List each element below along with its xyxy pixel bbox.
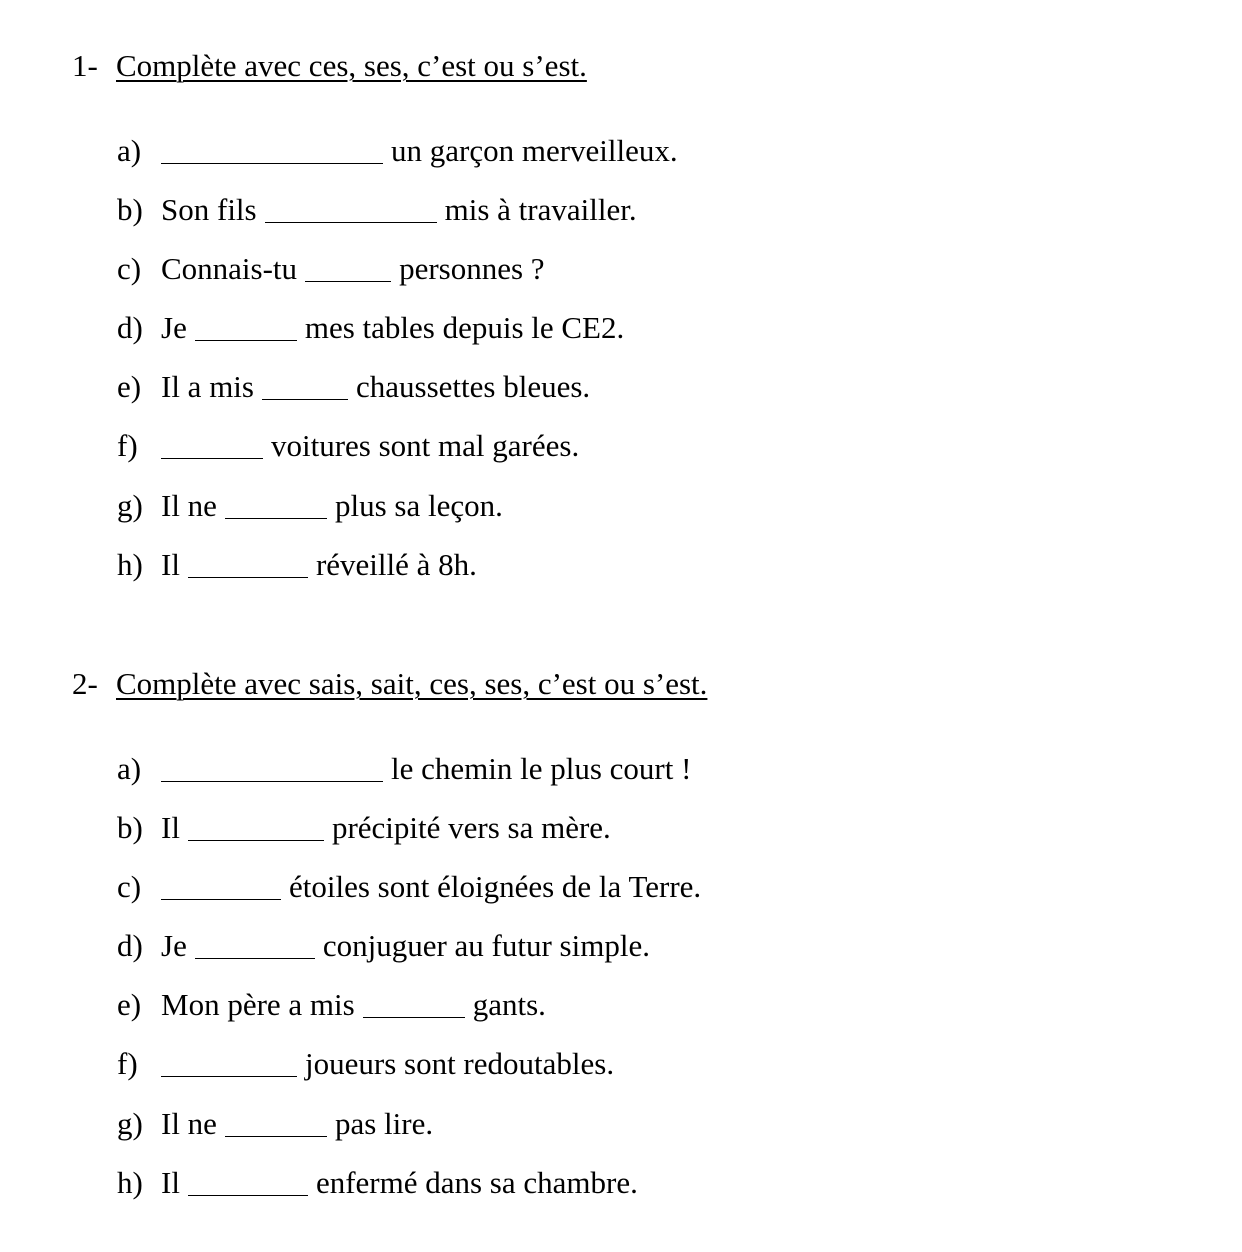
exercise-item [117,1104,433,1144]
answer-blank[interactable] [161,897,281,900]
item-letter: d) [117,310,143,345]
exercise-number: 2- [72,666,98,701]
item-text-after: étoiles sont éloignées de la Terre. [289,869,702,904]
item-text-after: personnes ? [399,251,545,286]
item-letter: e) [117,987,142,1022]
item-text-after: précipité vers sa mère. [331,810,611,845]
answer-blank[interactable] [161,1074,297,1077]
item-text-after: joueurs sont redoutables. [305,1046,615,1081]
answer-blank[interactable] [265,220,437,223]
item-letter: a) [117,751,142,786]
item-text-before: Il [161,547,180,582]
answer-blank[interactable] [195,956,315,959]
item-letter: e) [117,369,142,404]
item-text-after: gants. [472,987,546,1022]
exercise-item [117,545,477,585]
answer-blank[interactable] [262,397,348,400]
item-letter: h) [117,1165,143,1200]
exercise-item [117,867,701,907]
item-text-before: Connais-tu [161,251,298,286]
item-text-before: Il ne [161,488,217,523]
item-text-after: enfermé dans sa chambre. [315,1165,638,1200]
item-text-after: pas lire. [334,1106,434,1141]
item-text-after: le chemin le plus court ! [391,751,692,786]
item-text-after: conjuguer au futur simple. [322,928,650,963]
answer-blank[interactable] [195,338,297,341]
item-letter: f) [117,428,138,463]
exercise-item [117,1044,614,1084]
exercise-title [72,664,707,704]
answer-blank[interactable] [161,456,263,459]
item-text-after: réveillé à 8h. [315,547,477,582]
answer-blank[interactable] [188,838,324,841]
item-text-before: Je [161,928,187,963]
exercise-item [117,308,624,348]
item-text-after: mes tables depuis le CE2. [304,310,625,345]
item-text-after: plus sa leçon. [334,488,503,523]
answer-blank[interactable] [225,1134,327,1137]
answer-blank[interactable] [161,779,383,782]
answer-blank[interactable] [225,516,327,519]
exercise-item [117,367,590,407]
item-letter: g) [117,488,143,523]
item-letter: f) [117,1046,138,1081]
exercise-instruction: Complète avec ces, ses, c’est ou s’est. [116,48,587,83]
item-text-before: Il ne [161,1106,217,1141]
answer-blank[interactable] [305,279,391,282]
item-text-before: Il [161,1165,180,1200]
answer-blank[interactable] [188,1193,308,1196]
exercise-item [117,1163,638,1203]
exercise-instruction: Complète avec sais, sait, ces, ses, c’est ou s’est. [116,666,708,701]
answer-blank[interactable] [363,1015,465,1018]
exercise-item [117,749,691,789]
item-letter: a) [117,133,142,168]
exercise-title [72,46,587,86]
item-letter: g) [117,1106,143,1141]
exercise-item [117,985,546,1025]
item-letter: b) [117,192,143,227]
answer-blank[interactable] [161,161,383,164]
exercise-item [117,486,503,526]
item-letter: b) [117,810,143,845]
item-letter: d) [117,928,143,963]
exercise-item [117,190,637,230]
item-text-before: Mon père a mis [161,987,355,1022]
item-letter: h) [117,547,143,582]
exercise-item [117,808,611,848]
exercise-number: 1- [72,48,98,83]
item-text-before: Il a mis [161,369,254,404]
item-text-before: Je [161,310,187,345]
item-text-after: un garçon merveilleux. [391,133,678,168]
exercise-item [117,926,650,966]
item-letter: c) [117,251,142,286]
exercise-item [117,131,678,171]
item-text-before: Il [161,810,180,845]
item-text-after: voitures sont mal garées. [271,428,580,463]
exercise-item [117,249,545,289]
exercise-item [117,426,579,466]
item-letter: c) [117,869,142,904]
answer-blank[interactable] [188,575,308,578]
item-text-after: mis à travailler. [444,192,637,227]
item-text-after: chaussettes bleues. [356,369,591,404]
item-text-before: Son fils [161,192,257,227]
